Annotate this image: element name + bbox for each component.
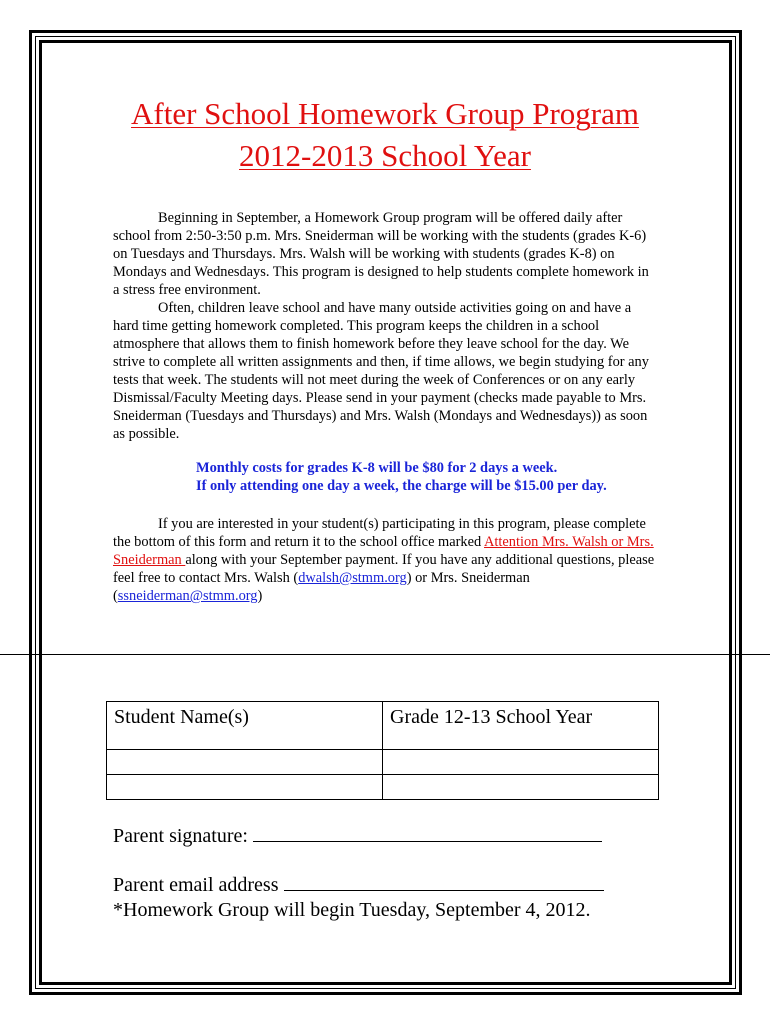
- walsh-email-link[interactable]: dwalsh@stmm.org: [298, 570, 407, 586]
- parent-email-line: [113, 872, 604, 897]
- document-subtitle: 2012-2013 School Year: [239, 138, 531, 173]
- enrollment-instructions: [113, 515, 658, 605]
- parent-signature-label: Parent signature:: [113, 825, 253, 847]
- grade-cell[interactable]: [383, 750, 659, 775]
- student-name-cell[interactable]: [107, 750, 383, 775]
- monthly-cost-line: Monthly costs for grades K-8 will be $80 for 2 days a week.: [196, 460, 558, 476]
- program-description: [113, 209, 658, 443]
- instructions-text: along with your September payment. If you have any additional questions, please feel free to contact Mrs. Walsh (: [113, 552, 655, 586]
- description-paragraph: Beginning in September, a Homework Group program will be offered daily after school from 2:50-3:50 p.m. Mrs. Sneiderman will be working with the students (grades K-6) on Tuesdays and Thursdays. Mrs. Walsh will be working with students (grades K-8) on Mondays and Wednesdays. This program is designed to help students complete homework in a stress free environment.: [113, 210, 649, 298]
- student-table: [106, 701, 659, 800]
- daily-cost-line: If only attending one day a week, the charge will be $15.00 per day.: [196, 478, 607, 494]
- student-name-cell[interactable]: [107, 775, 383, 800]
- grade-cell[interactable]: [383, 775, 659, 800]
- table-header-row: [107, 702, 659, 750]
- instructions-paragraph: [113, 515, 658, 605]
- instructions-text: ) or Mrs. Sneiderman (: [113, 570, 530, 604]
- document-title: After School Homework Group Program: [131, 96, 639, 131]
- attention-label: Attention Mrs. Walsh or Mrs. Sneiderman: [113, 534, 654, 568]
- instructions-text: ): [257, 588, 263, 604]
- instructions-text: If you are interested in your student(s) participating in this program, please complete the bottom of this form and return it to the school office marked: [113, 516, 646, 550]
- sneiderman-email-link[interactable]: ssneiderman@stmm.org: [117, 588, 258, 604]
- table-row: [107, 750, 659, 775]
- parent-email-field[interactable]: [284, 872, 604, 891]
- start-date-note: *Homework Group will begin Tuesday, September 4, 2012.: [113, 899, 591, 921]
- description-paragraph: Often, children leave school and have many outside activities going on and have a hard time getting homework completed. This program keeps the children in a school atmosphere that allows them to finish homework before they leave school for the day. We strive to complete all written assignments and then, if time allows, we begin studying for any tests that week. The students will not meet during the week of Conferences or on any early Dismissal/Faculty Meeting days. Please send in your payment (checks made payable to Mrs. Sneiderman (Tuesdays and Thursdays) and Mrs. Walsh (Mondays and Wednesdays)) as soon as possible.: [113, 300, 649, 442]
- parent-signature-field[interactable]: [253, 823, 602, 842]
- parent-signature-line: [113, 823, 602, 848]
- cost-info: [196, 459, 607, 495]
- grade-header: Grade 12-13 School Year: [383, 702, 659, 750]
- table-row: [107, 775, 659, 800]
- student-name-header: Student Name(s): [107, 702, 383, 750]
- tear-off-line: [0, 654, 770, 655]
- parent-email-label: Parent email address: [113, 874, 284, 896]
